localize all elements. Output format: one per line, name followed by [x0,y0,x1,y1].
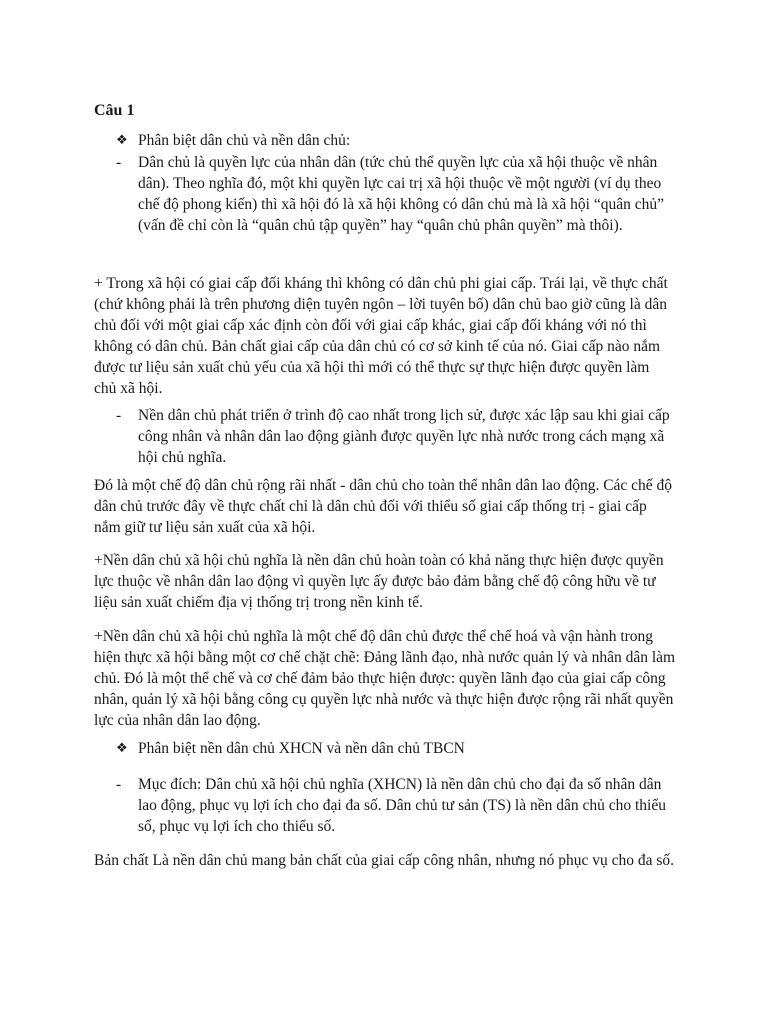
paragraph-1: + Trong xã hội có giai cấp đối kháng thì không có dân chủ phi giai cấp. Trái lại, về thực chất (chứ không phải là trên phương diện tuyên ngôn – lời tuyên bố) dân chủ bao giờ cũng là dân chủ đối với một giai cấp xác định còn đối với giai cấp khác, giai cấp đối kháng với nó thì không có dân chủ. Bản chất giai cấp của dân chủ có cơ sở kinh tế của nó. Giai cấp nào nắm được tư liệu sản xuất chủ yếu của xã hội thì mới có thể thực sự thực hiện được quyền làm chủ xã hội. [94,275,668,397]
dash-mark: - [116,407,122,424]
diamond-bullet-icon: ❖ [116,741,128,756]
dash-item-2 [116,405,678,468]
question-heading: Câu 1 [94,102,135,119]
dash-item-3 [116,774,678,837]
paragraph-2: Đó là một chế độ dân chủ rộng rãi nhất - dân chủ cho toàn thể nhân dân lao động. Các chế độ dân chủ trước đây về thực chất chỉ là dân chủ đối với thiểu số giai cấp thống trị - giai cấp nắm giữ tư liệu sản xuất của xã hội. [94,477,673,536]
bullet-text: Phân biệt nền dân chủ XHCN và nền dân chủ TBCN [138,740,465,757]
dash-item-1 [116,152,678,236]
dash-mark: - [116,154,122,171]
bullet-item-2 [116,738,465,759]
paragraph-4: +Nền dân chủ xã hội chủ nghĩa là một chế độ dân chủ được thể chế hoá và vận hành trong hiện thực xã hội bằng một cơ chế chặt chẽ: Đảng lãnh đạo, nhà nước quản lý và nhân dân làm chủ. Đó là một thể chế và cơ chế đảm bảo thực hiện được: quyền lãnh đạo của giai cấp công nhân, quản lý xã hội bằng công cụ quyền lực nhà nước và thực hiện được rộng rãi nhất quyền lực của nhân dân lao động. [94,628,676,729]
bullet-item-1 [116,130,350,151]
dash-text: Dân chủ là quyền lực của nhân dân (tức chủ thể quyền lực của xã hội thuộc về nhân dân). Theo nghĩa đó, một khi quyền lực cai trị xã hội thuộc về một người (ví dụ theo chế độ phong kiến) thì xã hội đó là xã hội không có dân chủ mà là xã hội “quân chủ” (vấn đề chỉ còn là “quân chủ tập quyền” hay “quân chủ phân quyền” mà thôi). [138,154,664,234]
dash-mark: - [116,776,122,793]
paragraph-5: Bản chất Là nền dân chủ mang bản chất của giai cấp công nhân, nhưng nó phục vụ cho đa số. [94,852,674,869]
bullet-text: Phân biệt dân chủ và nền dân chủ: [138,132,351,149]
dash-text: Mục đích: Dân chủ xã hội chủ nghĩa (XHCN) là nền dân chủ cho đại đa số nhân dân lao động, phục vụ lợi ích cho đại đa số. Dân chủ tư sản (TS) là nền dân chủ cho thiểu số, phục vụ lợi ích cho thiểu số. [138,776,666,835]
diamond-bullet-icon: ❖ [116,133,128,148]
paragraph-3: +Nền dân chủ xã hội chủ nghĩa là nền dân chủ hoàn toàn có khả năng thực hiện được quyền lực thuộc về nhân dân lao động vì quyền lực ấy được bảo đảm bằng chế độ công hữu về tư liệu sản xuất chiếm địa vị thống trị trong nền kinh tế. [94,552,664,611]
dash-text: Nền dân chủ phát triển ở trình độ cao nhất trong lịch sử, được xác lập sau khi giai cấp công nhân và nhân dân lao động giành được quyền lực nhà nước trong cách mạng xã hội chủ nghĩa. [138,407,670,466]
